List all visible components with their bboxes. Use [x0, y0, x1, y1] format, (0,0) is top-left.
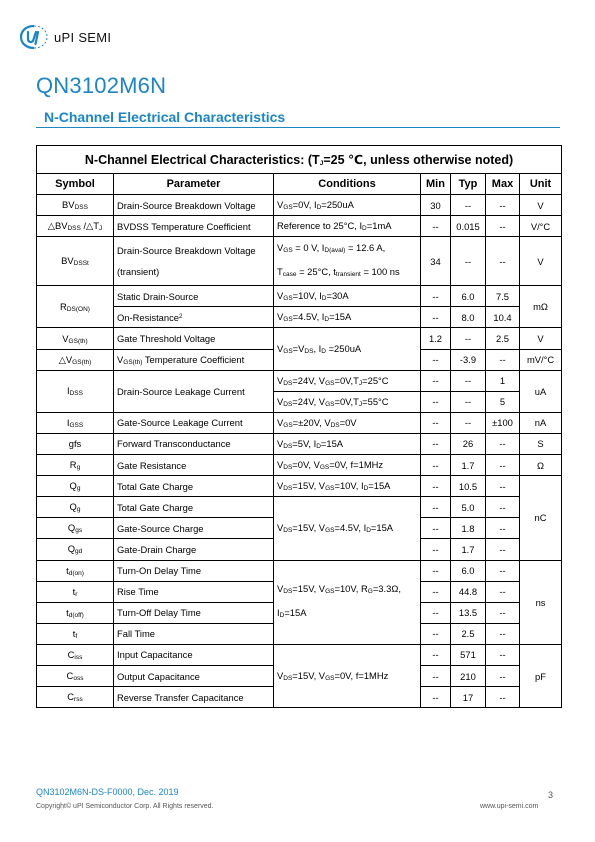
typ-cell: 10.5 [451, 476, 486, 497]
symbol-cell: $Q_g$ [37, 497, 114, 518]
max-cell: -- [486, 476, 520, 497]
conditions-cell: $V_{DS}=15V$, $V_{GS}=0V$, f=1MHz [274, 644, 421, 707]
section-divider [36, 127, 560, 128]
parameter-cell: Fall Time [114, 623, 274, 644]
page-number: 3 [548, 790, 554, 800]
unit-cell: V [520, 195, 562, 216]
min-cell: -- [421, 391, 451, 412]
parameter-cell: On-Resistance$^2$ [114, 307, 274, 328]
symbol-cell: gfs [37, 433, 114, 454]
typ-cell: 8.0 [451, 307, 486, 328]
table-row [37, 307, 562, 328]
column-header-typ: Typ [451, 174, 486, 195]
footer-document-id: QN3102M6N-DS-F0000, Dec. 2019 [36, 787, 179, 797]
symbol-cell: $C_{iss}$ [37, 644, 114, 665]
symbol-cell: $t_{d(off)}$ [37, 602, 114, 623]
typ-cell: 5.0 [451, 497, 486, 518]
min-cell: -- [421, 644, 451, 665]
parameter-cell: Gate-Source Charge [114, 518, 274, 539]
symbol-cell: $Q_g$ [37, 476, 114, 497]
conditions-cell: $V_{GS}=4.5V$, $I_D=15A$ [274, 307, 421, 328]
symbol-cell: $t_f$ [37, 623, 114, 644]
min-cell: -- [421, 349, 451, 370]
min-cell: -- [421, 581, 451, 602]
table-row [37, 497, 562, 518]
typ-cell: 17 [451, 687, 486, 708]
parameter-cell: Static Drain-Source [114, 286, 274, 307]
conditions-cell: $V_{DS}=24V$, $V_{GS}=0V,T_J=55^\circ C$ [274, 391, 421, 412]
parameter-cell: Gate-Source Leakage Current [114, 412, 274, 433]
unit-cell: pF [520, 644, 562, 707]
unit-cell: V [520, 328, 562, 349]
max-cell: -- [486, 349, 520, 370]
symbol-cell: $R_g$ [37, 455, 114, 476]
typ-cell: 44.8 [451, 581, 486, 602]
symbol-cell: $V_{GS(th)}$ [37, 328, 114, 349]
max-cell: -- [486, 216, 520, 237]
symbol-cell: $BV_{DSSt}$ [37, 237, 114, 286]
typ-cell: 210 [451, 665, 486, 686]
typ-cell: 1.7 [451, 539, 486, 560]
typ-cell: -- [451, 412, 486, 433]
column-header-max: Max [486, 174, 520, 195]
footer-copyright: Copyright© uPI Semiconductor Corp. All Rights reserved. [36, 803, 214, 810]
symbol-cell: $C_{rss}$ [37, 687, 114, 708]
conditions-cell: Reference to 25°C, $I_D=1mA$ [274, 216, 421, 237]
max-cell: -- [486, 518, 520, 539]
unit-cell: V/°C [520, 216, 562, 237]
max-cell: -- [486, 237, 520, 286]
typ-cell: 6.0 [451, 560, 486, 581]
min-cell: -- [421, 433, 451, 454]
column-header-unit: Unit [520, 174, 562, 195]
min-cell: -- [421, 539, 451, 560]
typ-cell: 6.0 [451, 286, 486, 307]
table-row [37, 433, 562, 454]
typ-cell: 26 [451, 433, 486, 454]
parameter-cell: Drain-Source Breakdown Voltage [114, 195, 274, 216]
conditions-cell: $V_{DS}=15V$, $V_{GS}=10V$, $I_D=15A$ [274, 476, 421, 497]
min-cell: -- [421, 412, 451, 433]
typ-cell: 13.5 [451, 602, 486, 623]
unit-cell: Ω [520, 455, 562, 476]
parameter-cell: Forward Transconductance [114, 433, 274, 454]
table-row [37, 237, 562, 286]
max-cell: -- [486, 623, 520, 644]
symbol-cell: $I_{GSS}$ [37, 412, 114, 433]
min-cell: 1.2 [421, 328, 451, 349]
typ-cell: -3.9 [451, 349, 486, 370]
symbol-cell: $C_{oss}$ [37, 665, 114, 686]
max-cell: -- [486, 560, 520, 581]
column-header-symbol: Symbol [37, 174, 114, 195]
typ-cell: 1.7 [451, 455, 486, 476]
max-cell: -- [486, 665, 520, 686]
symbol-cell: $I_{DSS}$ [37, 370, 114, 412]
conditions-cell: $V_{GS} = 0$ V, $I_{D(aval)} = 12.6$ A, $T_{case} = 25^\circ C$, $t_{transient} = 100$ ns [274, 237, 421, 286]
parameter-cell: Gate Threshold Voltage [114, 328, 274, 349]
table-header-row [37, 174, 562, 195]
max-cell: 10.4 [486, 307, 520, 328]
conditions-cell: $V_{DS}=15V$, $V_{GS}=10V$, $R_G=3.3\Omega$, $I_D=15A$ [274, 560, 421, 644]
parameter-cell: Reverse Transfer Capacitance [114, 687, 274, 708]
unit-cell: V [520, 237, 562, 286]
table-row [37, 412, 562, 433]
typ-cell: -- [451, 370, 486, 391]
parameter-cell: Gate Resistance [114, 455, 274, 476]
min-cell: -- [421, 307, 451, 328]
part-number-title: QN3102M6N [36, 73, 167, 98]
parameter-cell: Input Capacitance [114, 644, 274, 665]
max-cell: 2.5 [486, 328, 520, 349]
unit-cell: ns [520, 560, 562, 644]
max-cell: -- [486, 539, 520, 560]
unit-cell: S [520, 433, 562, 454]
table-row [37, 560, 562, 581]
min-cell: -- [421, 497, 451, 518]
symbol-cell: $R_{DS(ON)}$ [37, 286, 114, 328]
symbol-cell: $t_r$ [37, 581, 114, 602]
parameter-cell: Total Gate Charge [114, 476, 274, 497]
column-header-parameter: Parameter [114, 174, 274, 195]
symbol-cell: $Q_{gs}$ [37, 518, 114, 539]
min-cell: 34 [421, 237, 451, 286]
conditions-cell: $V_{DS}=0V$, $V_{GS}=0V$, f=1MHz [274, 455, 421, 476]
typ-cell: 2.5 [451, 623, 486, 644]
conditions-cell: $V_{GS}=10V$, $I_D=30A$ [274, 286, 421, 307]
min-cell: -- [421, 216, 451, 237]
symbol-cell: $BV_{DSS}$ [37, 195, 114, 216]
symbol-cell: $Q_{gd}$ [37, 539, 114, 560]
parameter-cell: BVDSS Temperature Coefficient [114, 216, 274, 237]
table-row [37, 286, 562, 307]
min-cell: -- [421, 665, 451, 686]
conditions-cell: $V_{GS}=V_{DS}$, $I_D =250uA$ [274, 328, 421, 370]
typ-cell: -- [451, 328, 486, 349]
unit-cell: nC [520, 476, 562, 560]
unit-cell: mV/°C [520, 349, 562, 370]
parameter-cell: Turn-On Delay Time [114, 560, 274, 581]
parameter-cell: Output Capacitance [114, 665, 274, 686]
table-row [37, 455, 562, 476]
max-cell: -- [486, 602, 520, 623]
max-cell: -- [486, 455, 520, 476]
min-cell: -- [421, 476, 451, 497]
table-row [37, 370, 562, 391]
max-cell: 7.5 [486, 286, 520, 307]
table-row [37, 216, 562, 237]
typ-cell: 1.8 [451, 518, 486, 539]
footer-website-link[interactable]: www.upi-semi.com [480, 803, 539, 810]
table-row [37, 476, 562, 497]
conditions-cell: $V_{GS}=0V$, $I_D=250uA$ [274, 195, 421, 216]
table-row [37, 195, 562, 216]
min-cell: -- [421, 560, 451, 581]
parameter-cell: Rise Time [114, 581, 274, 602]
typ-cell: 571 [451, 644, 486, 665]
max-cell: -- [486, 433, 520, 454]
unit-cell: mΩ [520, 286, 562, 328]
typ-cell: -- [451, 195, 486, 216]
unit-cell: uA [520, 370, 562, 412]
min-cell: -- [421, 286, 451, 307]
symbol-cell: $\triangle BV_{DSS}$ $/\triangle T_J$ [37, 216, 114, 237]
table-caption: N-Channel Electrical Characteristics: ($T_J=25$ ℃, unless otherwise noted) [37, 146, 562, 174]
symbol-cell: $\triangle V_{GS(th)}$ [37, 349, 114, 370]
section-title: N-Channel Electrical Characteristics [44, 109, 286, 125]
parameter-cell: Drain-Source Breakdown Voltage (transient) [114, 237, 274, 286]
max-cell: ±100 [486, 412, 520, 433]
typ-cell: -- [451, 391, 486, 412]
symbol-cell: $t_{d(on)}$ [37, 560, 114, 581]
parameter-cell: Turn-Off Delay Time [114, 602, 274, 623]
table-row [37, 644, 562, 665]
min-cell: -- [421, 518, 451, 539]
electrical-characteristics-table [36, 145, 562, 708]
max-cell: 5 [486, 391, 520, 412]
min-cell: -- [421, 455, 451, 476]
parameter-cell: $V_{GS(th)}$ Temperature Coefficient [114, 349, 274, 370]
min-cell: 30 [421, 195, 451, 216]
conditions-cell: $V_{DS}=15V$, $V_{GS}=4.5V$, $I_D=15A$ [274, 497, 421, 560]
conditions-cell: $V_{DS}=5V$, $I_D=15A$ [274, 433, 421, 454]
table-row [37, 328, 562, 349]
max-cell: -- [486, 497, 520, 518]
column-header-conditions: Conditions [274, 174, 421, 195]
max-cell: -- [486, 195, 520, 216]
min-cell: -- [421, 370, 451, 391]
brand-name: uPI SEMI [54, 30, 112, 45]
typ-cell: -- [451, 237, 486, 286]
table-caption-row [37, 146, 562, 174]
parameter-cell: Gate-Drain Charge [114, 539, 274, 560]
unit-cell: nA [520, 412, 562, 433]
column-header-min: Min [421, 174, 451, 195]
parameter-cell: Total Gate Charge [114, 497, 274, 518]
min-cell: -- [421, 623, 451, 644]
max-cell: -- [486, 687, 520, 708]
typ-cell: 0.015 [451, 216, 486, 237]
min-cell: -- [421, 687, 451, 708]
parameter-cell: Drain-Source Leakage Current [114, 370, 274, 412]
max-cell: -- [486, 581, 520, 602]
min-cell: -- [421, 602, 451, 623]
conditions-cell: $V_{DS}=24V$, $V_{GS}=0V,T_J=25^\circ C$ [274, 370, 421, 391]
max-cell: -- [486, 644, 520, 665]
conditions-cell: $V_{GS}=\pm 20V$, $V_{DS}=0V$ [274, 412, 421, 433]
max-cell: 1 [486, 370, 520, 391]
upi-semi-logo-icon [20, 24, 48, 50]
